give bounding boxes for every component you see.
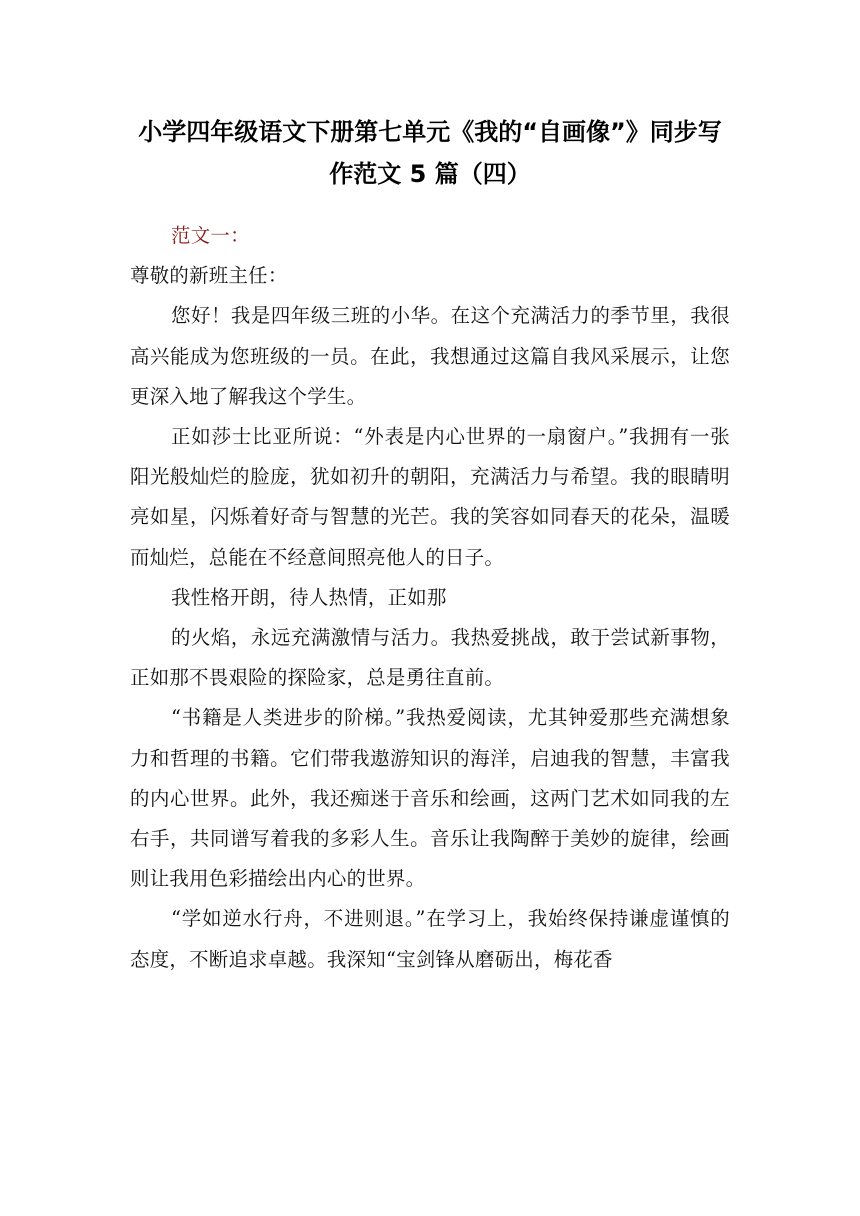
paragraph-appearance: 正如莎士比亚所说：“外表是内心世界的一扇窗户。”我拥有一张阳光般灿烂的脸庞，犹如初升的朝阳，充满活力与希望。我的眼睛明亮如星，闪烁着好奇与智慧的光芒。我的笑容如同春天的花朵，温暖而灿烂，总能在不经意间照亮他人的日子。: [130, 425, 730, 569]
salutation: 尊敬的新班主任：: [130, 264, 288, 288]
document-body: [130, 216, 730, 980]
paragraph-personality: 的火焰，永远充满激情与活力。我热爱挑战，敢于尝试新事物，正如那不畏艰险的探险家，总是勇往直前。: [130, 626, 730, 690]
paragraph-personality-fragment: 我性格开朗，待人热情，正如那: [171, 585, 447, 609]
paragraph-greeting: 您好！我是四年级三班的小华。在这个充满活力的季节里，我很高兴能成为您班级的一员。在此，我想通过这篇自我风采展示，让您更深入地了解我这个学生。: [130, 304, 730, 408]
paragraph-hobbies: “书籍是人类进步的阶梯。”我热爱阅读，尤其钟爱那些充满想象力和哲理的书籍。它们带我遨游知识的海洋，启迪我的智慧，丰富我的内心世界。此外，我还痴迷于音乐和绘画，这两门艺术如同我的左右手，共同谱写着我的多彩人生。音乐让我陶醉于美妙的旋律，绘画则让我用色彩描绘出内心的世界。: [130, 706, 730, 891]
paragraph-study: “学如逆水行舟，不进则退。”在学习上，我始终保持谦虚谨慎的态度，不断追求卓越。我深知“宝剑锋从磨砺出，梅花香: [130, 907, 730, 971]
document-title-line-2: 作范文 5 篇（四）: [329, 160, 531, 188]
section-label: 范文一：: [171, 224, 250, 247]
document-title-line-1: 小学四年级语文下册第七单元《我的“自画像”》同步写: [138, 118, 722, 146]
